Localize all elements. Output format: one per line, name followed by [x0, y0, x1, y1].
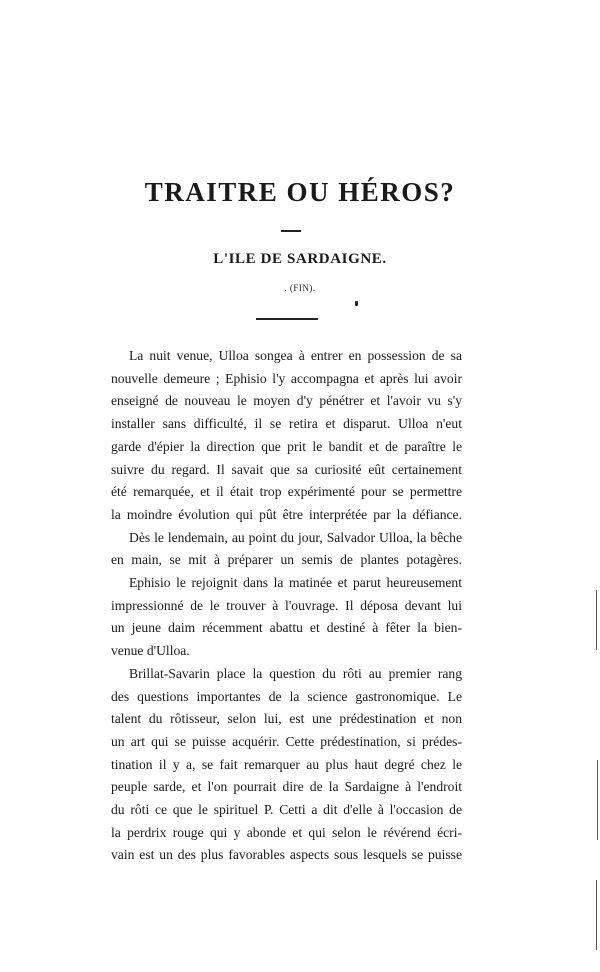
text-line: en main, se mit à préparer un semis de plantes potagères.	[111, 552, 462, 568]
text-line: Dès le lendemain, au point du jour, Salvador Ulloa, la bêche	[129, 529, 462, 545]
text-line: la perdrix rouge qui y abonde et qui selon le révérend écri-	[111, 824, 462, 840]
text-line: vain est un des plus favorables aspects sous lesquels se puisse	[111, 847, 462, 863]
title-divider	[281, 230, 301, 232]
section-divider	[256, 318, 318, 320]
text-line: nouvelle demeure ; Ephisio l'y accompagna et après lui avoir	[111, 370, 462, 386]
scan-edge-mark	[596, 590, 597, 650]
text-line: venue d'Ulloa.	[111, 643, 190, 659]
text-line: Brillat-Savarin place la question du rôti au premier rang	[129, 665, 462, 681]
text-line: suivre du regard. Il savait que sa curiosité eût certainement	[111, 461, 462, 477]
text-line: installer sans difficulté, il se retira et disparut. Ulloa n'eut	[111, 416, 462, 432]
text-line: Ephisio le rejoignit dans la matinée et parut heureusement	[129, 575, 462, 591]
text-line: un art qui se puisse acquérir. Cette prédestination, si prédes-	[111, 733, 462, 749]
text-line: impressionné de le trouver à l'ouvrage. Il déposa devant lui	[111, 597, 462, 613]
text-line: un jeune daim récemment abattu et destiné à fêter la bien-	[111, 620, 462, 636]
text-line: enseigné de nouveau le moyen d'y pénétrer et l'avoir vu s'y	[111, 393, 462, 409]
text-line: la moindre évolution qui pût être interprétée par la défiance.	[111, 506, 462, 522]
text-line: garde d'épier la direction que prit le bandit et de paraître le	[111, 438, 462, 454]
scan-edge-mark	[597, 760, 598, 840]
text-line: talent du rôtisseur, selon lui, est une prédestination et non	[111, 711, 462, 727]
text-line: peuple sarde, et l'on pourrait dire de la Sardaigne à l'endroit	[111, 779, 462, 795]
fin-note: . (FIN).	[284, 283, 316, 293]
section-subtitle: L'ILE DE SARDAIGNE.	[213, 251, 387, 267]
body-text	[111, 345, 462, 867]
text-line: du rôti ce que le spirituel P. Cetti a dit d'elle à l'occasion de	[111, 802, 462, 818]
text-line: La nuit venue, Ulloa songea à entrer en possession de sa	[129, 348, 462, 363]
chapter-title: TRAITRE OU HÉROS?	[144, 177, 456, 207]
scan-edge-mark	[596, 880, 597, 950]
text-line: tination il y a, se fait remarquer au plus haut degré chez le	[111, 756, 462, 772]
print-speck	[355, 301, 358, 306]
text-line: été remarquée, et il était trop expérimenté pour se permettre	[111, 484, 462, 500]
text-line: des questions importantes de la science gastronomique. Le	[111, 688, 462, 704]
